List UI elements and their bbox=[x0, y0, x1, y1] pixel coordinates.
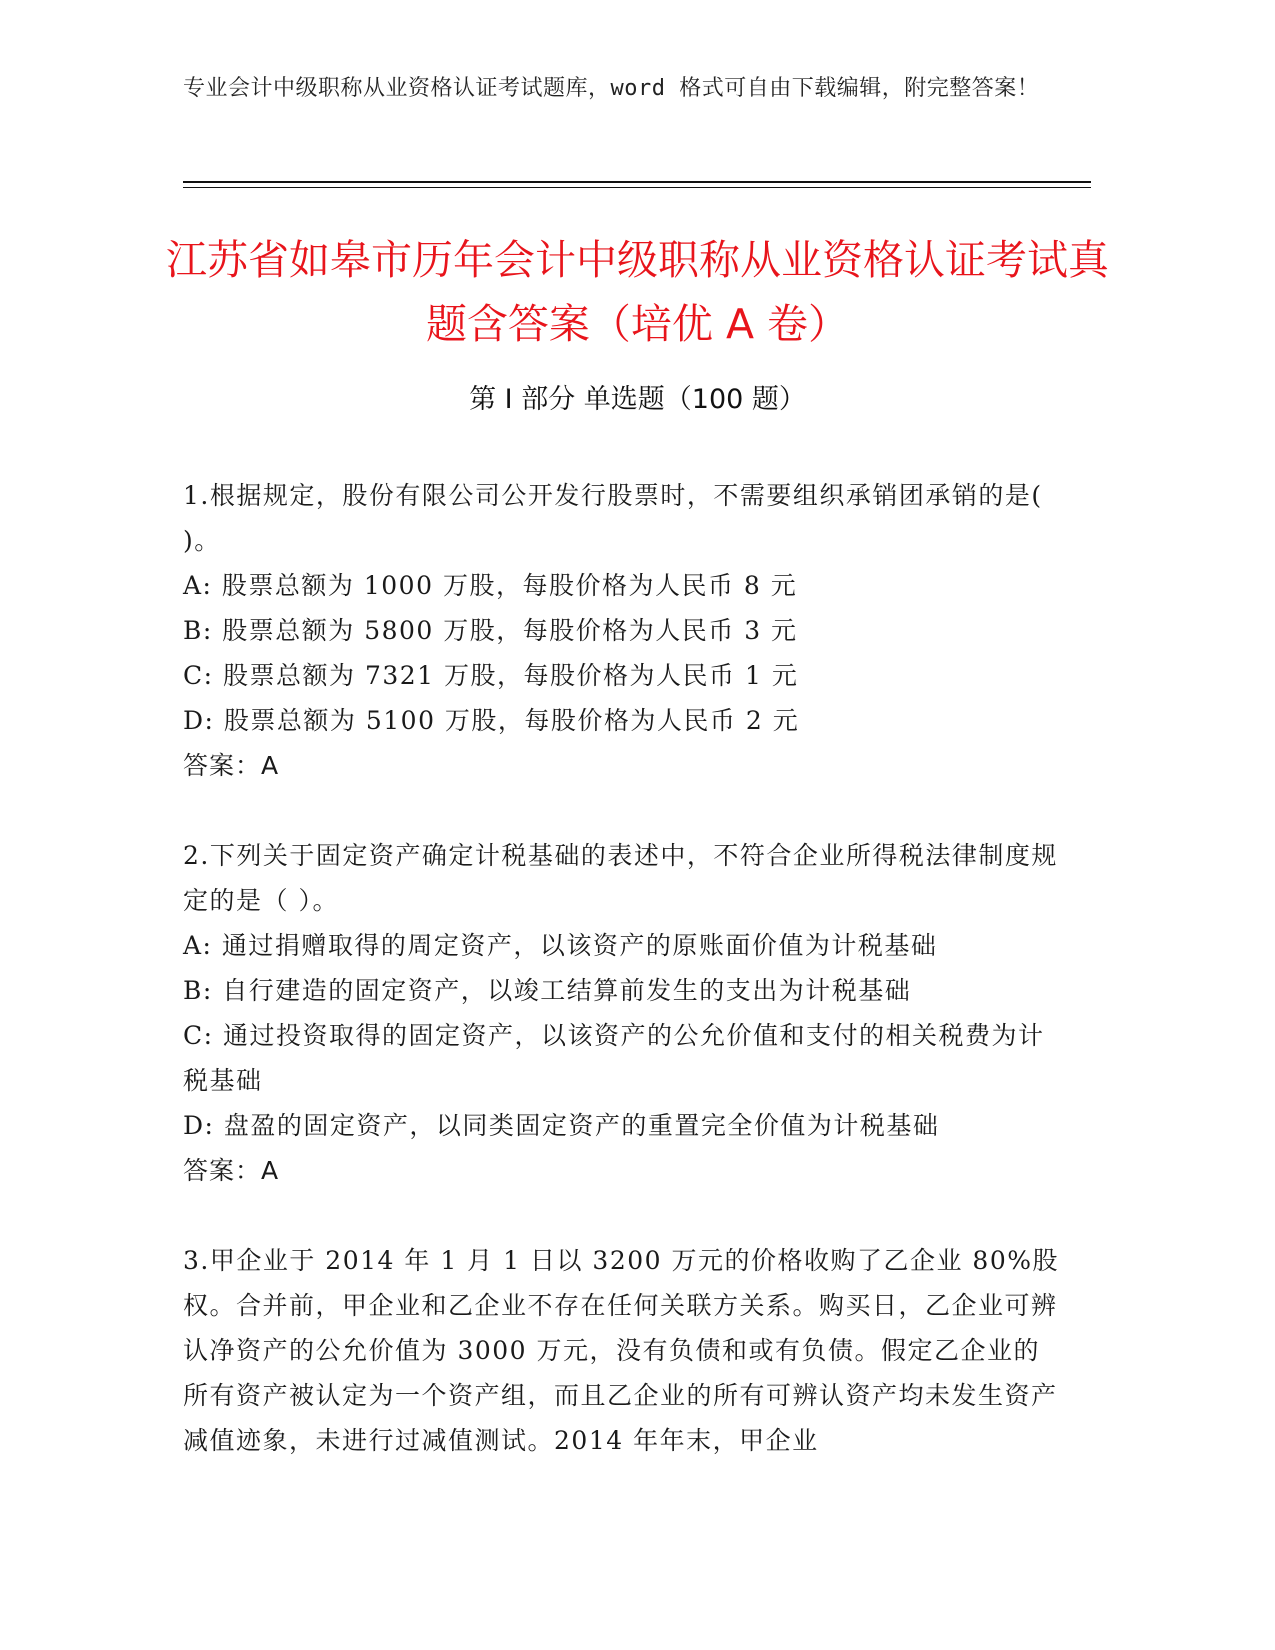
option-d: D: 股票总额为 5100 万股，每股价格为人民币 2 元 bbox=[183, 706, 800, 735]
option-c: C: 股票总额为 7321 万股，每股价格为人民币 1 元 bbox=[183, 661, 799, 690]
option-d: D: 盘盈的固定资产，以同类固定资产的重置完全价值为计税基础 bbox=[183, 1111, 940, 1140]
option-a: A: 股票总额为 1000 万股，每股价格为人民币 8 元 bbox=[183, 571, 798, 600]
question-2 bbox=[183, 833, 1063, 1193]
question-list bbox=[183, 473, 1063, 1508]
header-rule-thin bbox=[183, 187, 1091, 188]
question-stem: 3.甲企业于 2014 年 1 月 1 日以 3200 万元的价格收购了乙企业 80%股权。合并前，甲企业和乙企业不存在任何关联方关系。购买日，乙企业可辨认净资产的公允价值为 3000 万元，没有负债和或有负债。假定乙企业的所有资产被认定为一个资产组，而且乙企业的所有可辨认资产均未发生资产减值迹象，未进行过减值测试。2014 年年末，甲企业 bbox=[183, 1246, 1059, 1455]
question-stem: 2.下列关于固定资产确定计税基础的表述中，不符合企业所得税法律制度规定的是（ ）。 bbox=[183, 841, 1058, 915]
question-1 bbox=[183, 473, 1063, 788]
option-c: C: 通过投资取得的固定资产，以该资产的公允价值和支付的相关税费为计税基础 bbox=[183, 1021, 1045, 1095]
question-3 bbox=[183, 1238, 1063, 1463]
option-a: A: 通过捐赠取得的周定资产，以该资产的原账面价值为计税基础 bbox=[183, 931, 938, 960]
header-note: 专业会计中级职称从业资格认证考试题库，word 格式可自由下载编辑，附完整答案！ bbox=[183, 76, 1040, 101]
section-title: 第 I 部分 单选题（100 题） bbox=[469, 384, 806, 415]
answer-label: 答案：A bbox=[183, 1156, 280, 1185]
option-b: B: 股票总额为 5800 万股，每股价格为人民币 3 元 bbox=[183, 616, 798, 645]
question-stem: 1.根据规定，股份有限公司公开发行股票时，不需要组织承销团承销的是( )。 bbox=[183, 481, 1043, 555]
option-b: B: 自行建造的固定资产，以竣工结算前发生的支出为计税基础 bbox=[183, 976, 912, 1005]
document-title: 江苏省如皋市历年会计中级职称从业资格认证考试真题含答案（培优 A 卷） bbox=[166, 236, 1109, 348]
header-rule-thick bbox=[183, 181, 1091, 183]
answer-label: 答案：A bbox=[183, 751, 280, 780]
